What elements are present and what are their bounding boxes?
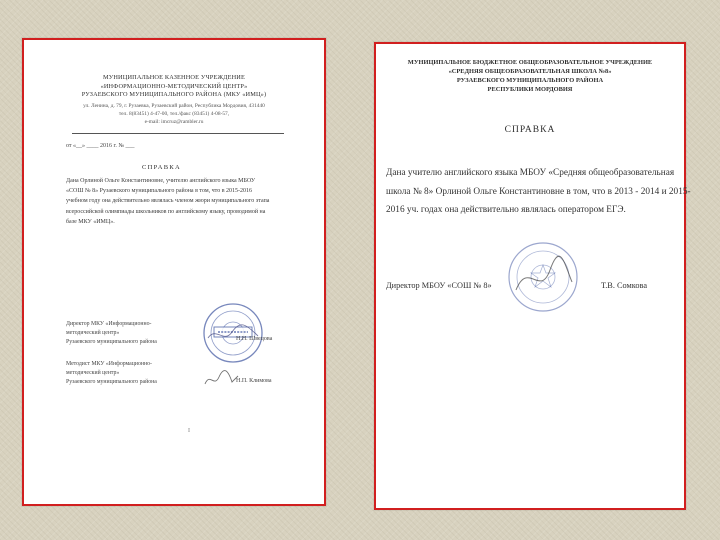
- signature-title: Рузаевского муниципального района: [66, 378, 157, 385]
- body-line: Дана Орлиной Ольге Константиновне, учителю английского языка МБОУ: [66, 178, 256, 184]
- header-line: РУЗАЕВСКОГО МУНИЦИПАЛЬНОГО РАЙОНА (МКУ «ИМЦ»): [81, 91, 267, 98]
- organization-contacts: [24, 102, 324, 126]
- round-stamp: [506, 240, 580, 314]
- signature-name: Н.Н. Швецова: [236, 336, 273, 342]
- certificate-left: [22, 38, 326, 506]
- body-line: «СОШ № 8» Рузаевского муниципального района в том, что в 2015-2016: [66, 188, 253, 195]
- header-divider: [72, 133, 284, 134]
- signature-block-methodist: [66, 360, 157, 386]
- signature-title: Методист МКУ «Информационно-: [66, 361, 152, 367]
- phone-line: тел. 8(83451) 4-47-00, тел./факс (83451) 4-08-57,: [118, 111, 230, 117]
- body-line: учебном году она действительно являлась членом жюри муниципального этапа: [66, 198, 270, 205]
- signature-block-director: [66, 320, 157, 346]
- header-line: РЕСПУБЛИКИ МОРДОВИЯ: [487, 86, 573, 93]
- signature-name: Н.П. Климова: [236, 378, 272, 384]
- body-line: Дана учителю английского языка МБОУ «Средняя общеобразовательная: [386, 168, 675, 178]
- signature-title: Рузаевского муниципального района: [66, 338, 157, 345]
- signature-title: методический центр»: [66, 369, 120, 376]
- page-mark: I: [188, 428, 190, 434]
- round-stamp: [202, 302, 264, 364]
- signature-label: Директор МБОУ «СОШ № 8»: [386, 281, 492, 290]
- document-title: СПРАВКА: [142, 164, 181, 171]
- header-line: РУЗАЕВСКОГО МУНИЦИПАЛЬНОГО РАЙОНА: [456, 77, 604, 84]
- email-line: e-mail: imcruz@rambler.ru: [144, 119, 204, 125]
- header-line: «ИНФОРМАЦИОННО-МЕТОДИЧЕСКИЙ ЦЕНТР»: [100, 82, 248, 90]
- body-line: школа № 8» Орлиной Ольге Константиновне в том, что в 2013 - 2014 и 2015-: [386, 186, 691, 197]
- document-title: СПРАВКА: [504, 125, 556, 135]
- body-line: 2016 уч. годах она действительно являлась оператором ЕГЭ.: [386, 205, 626, 215]
- body-line: всероссийской олимпиады школьников по английскому языку, проводимой на: [66, 208, 266, 215]
- date-line: от «__» ____ 2016 г. № ___: [66, 143, 135, 149]
- signature-title: Директор МКУ «Информационно-: [66, 321, 152, 327]
- school-header: [376, 58, 684, 94]
- document-body: [386, 164, 691, 220]
- header-line: МУНИЦИПАЛЬНОЕ КАЗЕННОЕ УЧРЕЖДЕНИЕ: [103, 74, 245, 81]
- signature-title: методический центр»: [66, 329, 120, 336]
- body-line: базе МКУ «ИМЦ».: [66, 218, 115, 225]
- header-line: МУНИЦИПАЛЬНОЕ БЮДЖЕТНОЕ ОБЩЕОБРАЗОВАТЕЛЬНОЕ УЧРЕЖДЕНИЕ: [407, 59, 653, 66]
- header-line: «СРЕДНЯЯ ОБЩЕОБРАЗОВАТЕЛЬНАЯ ШКОЛА №8»: [448, 68, 612, 75]
- signature-name: Т.В. Сомкова: [601, 281, 648, 290]
- organization-header: [24, 74, 324, 100]
- certificate-right: [374, 42, 691, 510]
- document-body: [66, 176, 269, 227]
- address-line: ул. Ленина, д. 79, г. Рузаевка, Рузаевский район, Республика Мордовия, 431440: [83, 103, 265, 109]
